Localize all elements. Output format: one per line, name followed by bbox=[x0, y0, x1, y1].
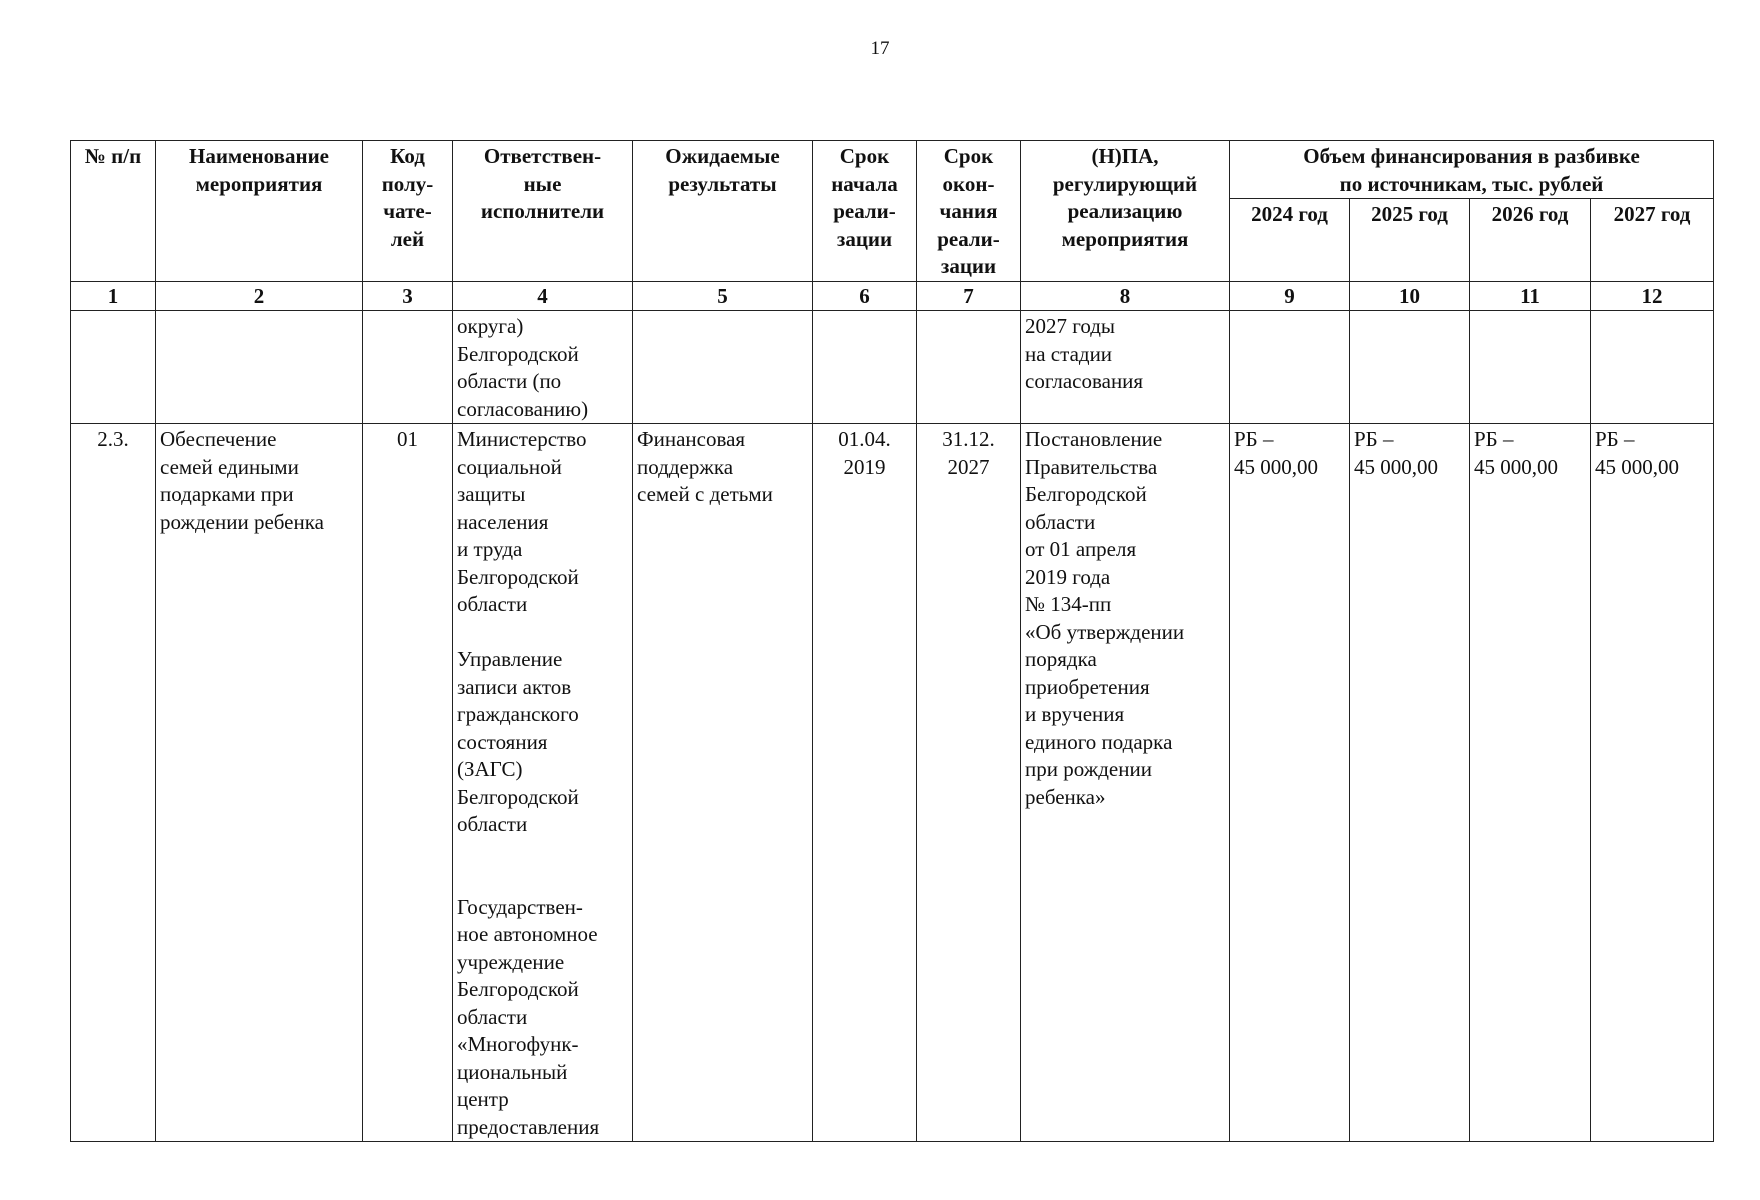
header-funding: Объем финансирования в разбивке по источникам, тыс. рублей bbox=[1230, 141, 1714, 199]
funding-2027-cell: РБ – 45 000,00 bbox=[1591, 424, 1714, 1142]
table-row bbox=[71, 424, 1714, 1142]
header-start-date: Срок начала реали- зации bbox=[813, 141, 917, 282]
column-number: 10 bbox=[1350, 282, 1470, 311]
column-number-row bbox=[71, 282, 1714, 311]
header-number: № п/п bbox=[71, 141, 156, 282]
column-number: 11 bbox=[1470, 282, 1591, 311]
column-number: 2 bbox=[156, 282, 363, 311]
header-activity-name: Наименование мероприятия bbox=[156, 141, 363, 282]
header-year-2027: 2027 год bbox=[1591, 199, 1714, 282]
table-cell bbox=[813, 311, 917, 424]
continuation-row bbox=[71, 311, 1714, 424]
column-number: 6 bbox=[813, 282, 917, 311]
column-number: 12 bbox=[1591, 282, 1714, 311]
header-expected-results: Ожидаемые результаты bbox=[633, 141, 813, 282]
end-date-cell: 31.12. 2027 bbox=[917, 424, 1021, 1142]
column-number: 4 bbox=[453, 282, 633, 311]
column-number: 5 bbox=[633, 282, 813, 311]
header-end-date: Срок окон- чания реали- зации bbox=[917, 141, 1021, 282]
header-row bbox=[71, 141, 1714, 199]
table-cell bbox=[1470, 311, 1591, 424]
table-cell bbox=[633, 311, 813, 424]
header-year-2026: 2026 год bbox=[1470, 199, 1591, 282]
column-number: 1 bbox=[71, 282, 156, 311]
funding-2025-cell: РБ – 45 000,00 bbox=[1350, 424, 1470, 1142]
expected-results-cell: Финансовая поддержка семей с детьми bbox=[633, 424, 813, 1142]
column-number: 9 bbox=[1230, 282, 1350, 311]
column-number: 3 bbox=[363, 282, 453, 311]
header-executors: Ответствен- ные исполнители bbox=[453, 141, 633, 282]
table-cell bbox=[156, 311, 363, 424]
activity-name-cell: Обеспечение семей едиными подарками при рождении ребенка bbox=[156, 424, 363, 1142]
table-cell bbox=[363, 311, 453, 424]
table-cell bbox=[1350, 311, 1470, 424]
table-cell bbox=[71, 311, 156, 424]
header-year-2025: 2025 год bbox=[1350, 199, 1470, 282]
column-number: 7 bbox=[917, 282, 1021, 311]
table-cell bbox=[917, 311, 1021, 424]
executors-cell: Министерство социальной защиты населения и труда Белгородской области Управление записи актов гражданского состояния (ЗАГС) Белгородской области Государствен- ное автономное учреждение Белгородской области «Многофунк- циональный центр предоставления bbox=[453, 424, 633, 1142]
funding-2026-cell: РБ – 45 000,00 bbox=[1470, 424, 1591, 1142]
continued-legal-act-cell: 2027 годы на стадии согласования bbox=[1021, 311, 1230, 424]
page-number: 17 bbox=[870, 38, 890, 59]
column-number: 8 bbox=[1021, 282, 1230, 311]
table-cell bbox=[1591, 311, 1714, 424]
header-legal-act: (Н)ПА, регулирующий реализацию мероприятия bbox=[1021, 141, 1230, 282]
header-year-2024: 2024 год bbox=[1230, 199, 1350, 282]
continued-executors-cell: округа) Белгородской области (по согласованию) bbox=[453, 311, 633, 424]
legal-act-cell: Постановление Правительства Белгородской области от 01 апреля 2019 года № 134-пп «Об утверждении порядка приобретения и вручения единого подарка при рождении ребенка» bbox=[1021, 424, 1230, 1142]
header-recipient-code: Код полу- чате- лей bbox=[363, 141, 453, 282]
start-date-cell: 01.04. 2019 bbox=[813, 424, 917, 1142]
activities-table bbox=[70, 140, 1714, 1142]
table-cell bbox=[1230, 311, 1350, 424]
row-number-cell: 2.3. bbox=[71, 424, 156, 1142]
recipient-code-cell: 01 bbox=[363, 424, 453, 1142]
funding-2024-cell: РБ – 45 000,00 bbox=[1230, 424, 1350, 1142]
